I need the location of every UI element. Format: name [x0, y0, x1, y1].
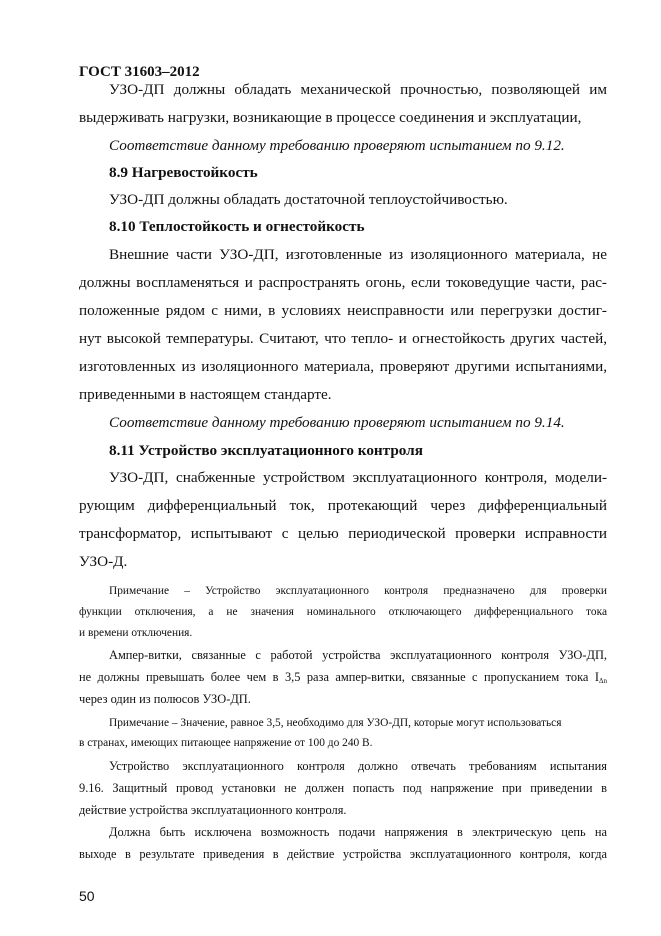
text-line: через один из полюсов УЗО-ДП.	[79, 692, 251, 706]
text-line: изготовленных из изоляционного материала, проверяют другими испытаниями,	[79, 358, 607, 375]
text-line: Внешние части УЗО-ДП, изготовленные из изоляционного материала, не	[109, 246, 607, 263]
text-line: выдерживать нагрузки, возникающие в процессе соединения и эксплуатации,	[79, 109, 582, 126]
text-line: должны воспламеняться и распространять огонь, если токоведущие части, рас-	[79, 274, 607, 291]
note-line-content: Примечание – Значение, равное 3,5, необходимо для УЗО-ДП, которые могут использоваться	[109, 717, 562, 729]
section-heading: 8.10 Теплостойкость и огнестойкость	[109, 218, 365, 235]
text-line: выходе в результате приведения в действие устройства эксплуатационного контроля, когда	[79, 847, 607, 861]
text-line: трансформатор, испытывают с целью периодической проверки исправности	[79, 525, 607, 542]
text-line: УЗО-ДП должны обладать механической прочностью, позволяющей им	[109, 81, 607, 98]
text-line: приведенными в настоящем стандарте.	[79, 386, 332, 403]
text-line: Должна быть исключена возможность подачи напряжения в электрическую цепь на	[109, 825, 607, 839]
section-heading: 8.11 Устройство эксплуатационного контроля	[109, 442, 423, 459]
compliance-check: Соответствие данному требованию проверяют испытанием по 9.12.	[109, 137, 565, 154]
text-line: УЗО-ДП должны обладать достаточной теплоустойчивостью.	[109, 191, 508, 208]
note-line: и времени отключения.	[79, 627, 193, 639]
document-header: ГОСТ 31603–2012	[79, 64, 200, 80]
page-number: 50	[79, 888, 95, 904]
text-line: положенные рядом с ними, в условиях неисправности или перегрузки достиг-	[79, 302, 607, 319]
text-line: УЗО-ДП, снабженные устройством эксплуатационного контроля, модели-	[109, 469, 607, 486]
compliance-check: Соответствие данному требованию проверяют испытанием по 9.14.	[109, 414, 565, 431]
note-line: в странах, имеющих питающее напряжение от 100 до 240 В.	[79, 737, 373, 749]
text-line: Ампер-витки, связанные с работой устройства эксплуатационного контроля УЗО-ДП,	[109, 648, 607, 662]
text-line: рующим дифференциальный ток, протекающий через дифференциальный	[79, 497, 607, 514]
text-line: Устройство эксплуатационного контроля должно отвечать требованиям испытания	[109, 759, 607, 773]
note-line: Примечание – Устройство эксплуатационного контроля предназначено для проверки	[109, 585, 607, 597]
text-line: действие устройства эксплуатационного контроля.	[79, 803, 347, 817]
text-line	[79, 669, 607, 689]
text-line: УЗО-Д.	[79, 553, 128, 570]
note-line: функции отключения, а не значения номинального отключающего дифференциального тока	[79, 606, 607, 618]
text-line: 9.16. Защитный провод установки не должен попасть под напряжение при приведении в	[79, 781, 607, 795]
note-line	[109, 714, 607, 731]
section-heading: 8.9 Нагревостойкость	[109, 164, 258, 181]
text-line-content: не должны превышать более чем в 3,5 раза ампер-витки, связанные с пропусканием тока I	[79, 670, 599, 684]
current-subscript: Δn	[598, 677, 607, 685]
text-line: нут высокой температуры. Считают, что тепло- и огнестойкость других частей,	[79, 330, 607, 347]
